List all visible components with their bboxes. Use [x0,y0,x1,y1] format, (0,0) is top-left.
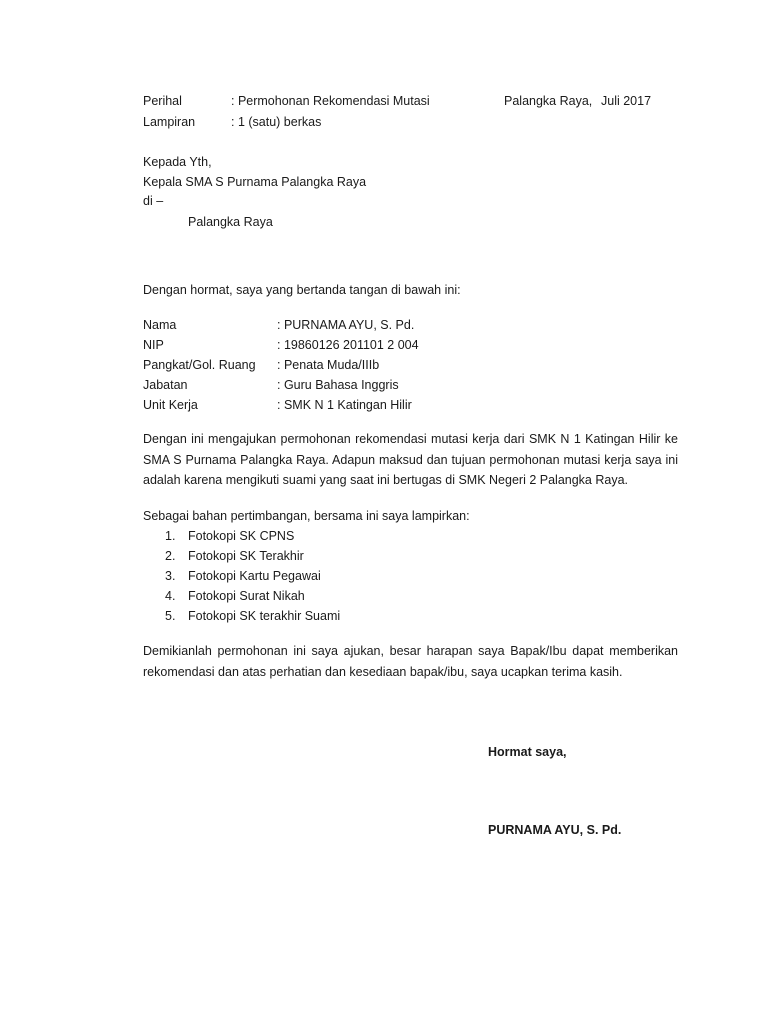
identity-label: Unit Kerja [143,398,198,412]
identity-value: : 19860126 201101 2 004 [277,338,419,352]
identity-value: : PURNAMA AYU, S. Pd. [277,318,415,332]
addressee-city: Palangka Raya [188,215,273,229]
list-text: Fotokopi SK CPNS [188,529,295,543]
list-number: 5. [165,609,176,623]
identity-value: : Guru Bahasa Inggris [277,378,399,392]
list-text: Fotokopi Surat Nikah [188,589,305,603]
list-item [165,606,465,626]
list-number: 3. [165,569,176,583]
letter-place: Palangka Raya, [504,94,593,108]
list-item [165,526,465,546]
list-item [165,586,465,606]
lampiran-label: Lampiran [143,115,196,129]
perihal-label: Perihal [143,94,182,108]
signature-name: PURNAMA AYU, S. Pd. [488,823,622,837]
addressee-di: di – [143,194,164,208]
list-number: 1. [165,529,176,543]
list-text: Fotokopi Kartu Pegawai [188,569,321,583]
list-number: 4. [165,589,176,603]
list-item [165,546,465,566]
identity-label: Nama [143,318,177,332]
body-paragraph: Dengan ini mengajukan permohonan rekomendasi mutasi kerja dari SMK N 1 Katingan Hilir ke SMA S Purnama Palangka Raya. Adapun maksud dan tujuan permohonan mutasi kerja saya ini adalah karena mengikuti suami yang saat ini bertugas di SMK Negeri 2 Palangka Raya. [143,432,678,487]
addressee-greeting: Kepada Yth, [143,155,212,169]
identity-label: Pangkat/Gol. Ruang [143,358,256,372]
identity-value: : SMK N 1 Katingan Hilir [277,398,412,412]
lampiran-value: : 1 (satu) berkas [231,115,322,129]
perihal-value: : Permohonan Rekomendasi Mutasi [231,94,430,108]
identity-label: NIP [143,338,164,352]
list-item [165,566,465,586]
list-number: 2. [165,549,176,563]
closing-paragraph: Demikianlah permohonan ini saya ajukan, besar harapan saya Bapak/Ibu dapat memberikan rekomendasi dan atas perhatian dan kesediaan bapak/ibu, saya ucapkan terima kasih. [143,644,678,679]
identity-value: : Penata Muda/IIIb [277,358,380,372]
list-text: Fotokopi SK terakhir Suami [188,609,341,623]
letter-date: Juli 2017 [601,94,652,108]
attachments-intro: Sebagai bahan pertimbangan, bersama ini saya lampirkan: [143,509,470,523]
list-text: Fotokopi SK Terakhir [188,549,304,563]
opening-line: Dengan hormat, saya yang bertanda tangan di bawah ini: [143,283,461,297]
signature-greeting: Hormat saya, [488,745,567,759]
addressee-name: Kepala SMA S Purnama Palangka Raya [143,175,367,189]
identity-label: Jabatan [143,378,188,392]
